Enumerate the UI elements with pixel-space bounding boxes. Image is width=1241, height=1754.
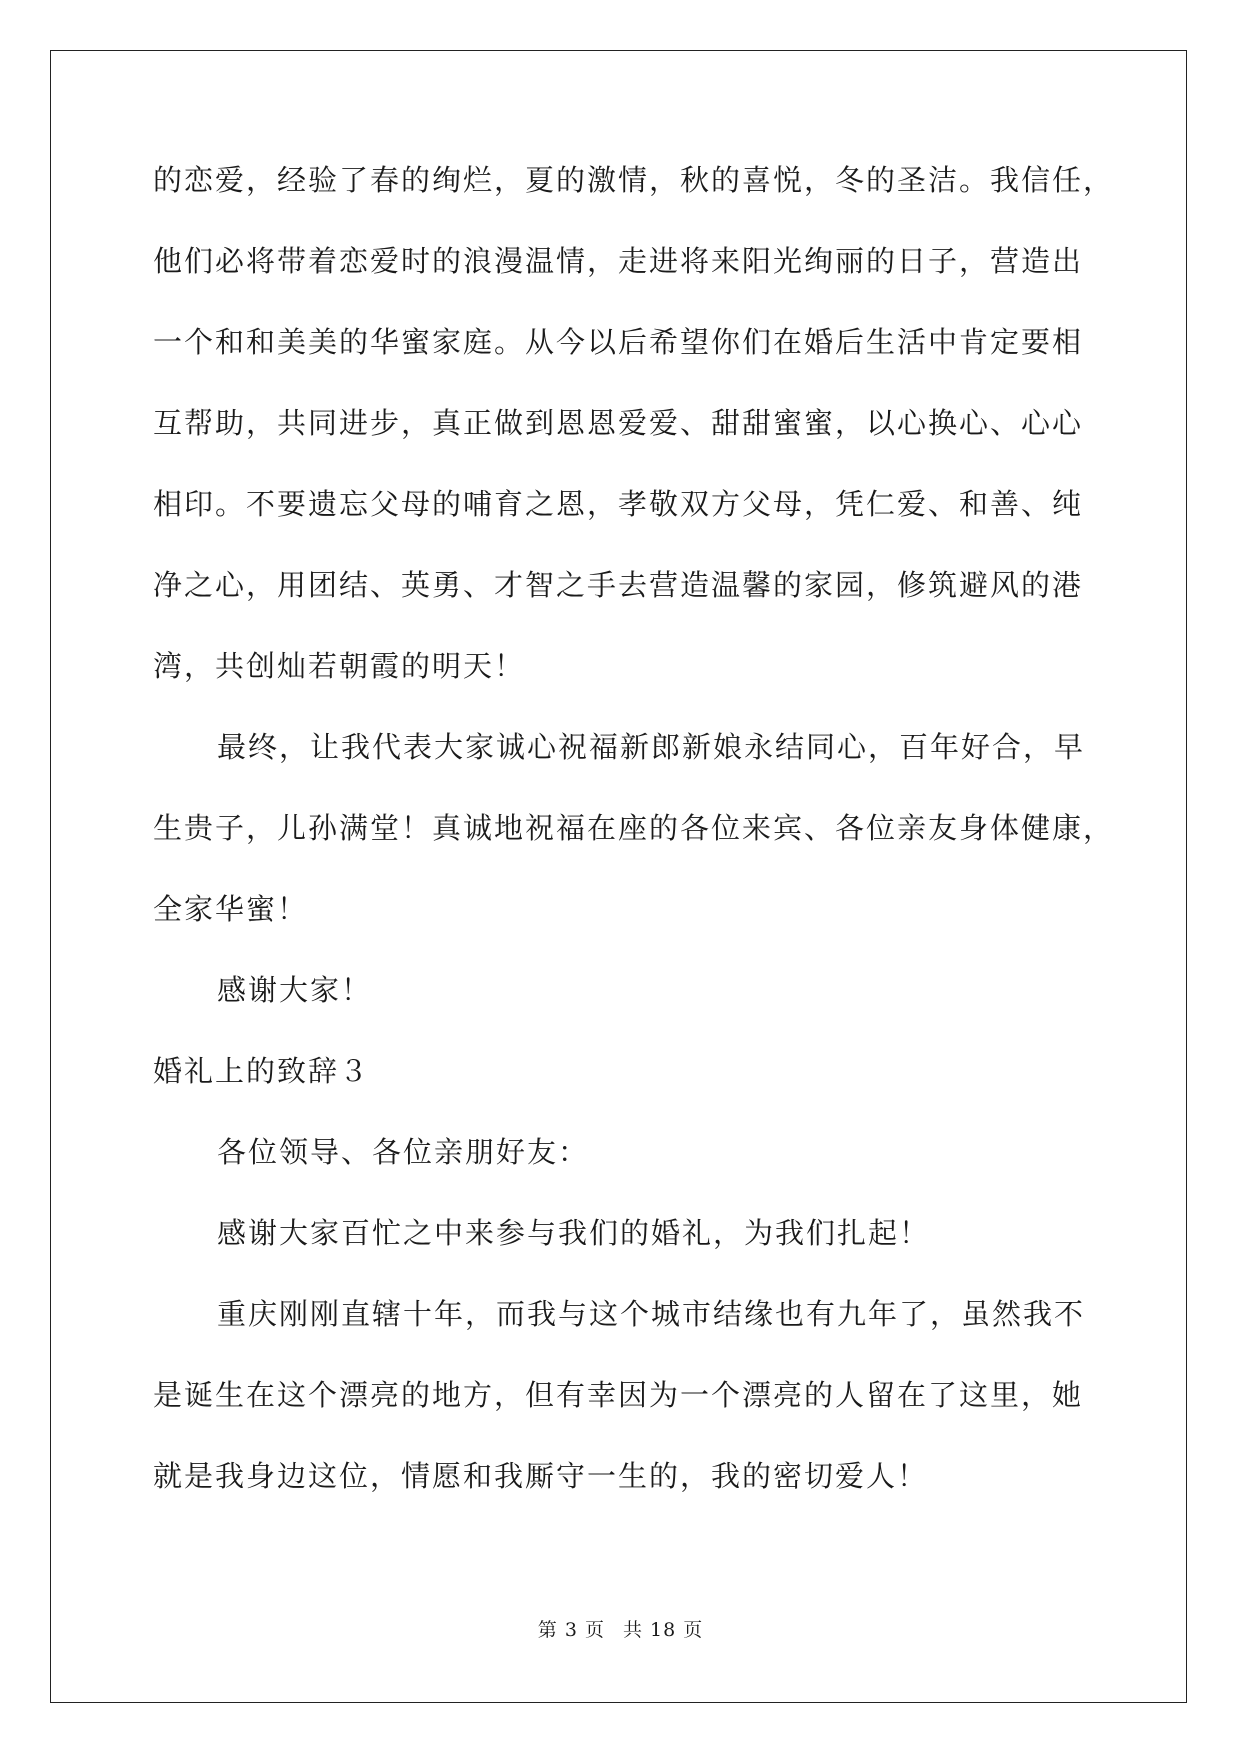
page-total: 共 18 页 [622,1619,704,1641]
body-line: 净之心，用团结、英勇、才智之手去营造温馨的家园，修筑避风的港 [153,568,1084,602]
paragraph-first-line: 感谢大家百忙之中来参与我们的婚礼，为我们扎起！ [217,1216,931,1250]
body-line: 一个和和美美的华蜜家庭。从今以后希望你们在婚后生活中肯定要相 [153,325,1084,359]
body-line: 生贵子，儿孙满堂！真诚地祝福在座的各位来宾、各位亲友身体健康， [153,811,1115,845]
page-footer [0,1618,1241,1642]
body-line: 的恋爱，经验了春的绚烂，夏的激情，秋的喜悦，冬的圣洁。我信任， [153,163,1115,197]
paragraph-first-line: 重庆刚刚直辖十年，而我与这个城市结缘也有九年了，虽然我不 [217,1297,1086,1331]
salutation: 各位领导、各位亲朋好友： [217,1135,590,1169]
body-line: 互帮助，共同进步，真正做到恩恩爱爱、甜甜蜜蜜，以心换心、心心 [153,406,1084,440]
paragraph-first-line: 最终，让我代表大家诚心祝福新郎新娘永结同心，百年好合，早 [217,730,1086,764]
document-body [153,160,1115,1537]
section-heading: 婚礼上的致辞３ [153,1054,371,1088]
page-number: 第 3 页 [537,1619,605,1641]
body-line: 他们必将带着恋爱时的浪漫温情，走进将来阳光绚丽的日子，营造出 [153,244,1084,278]
paragraph-first-line: 感谢大家！ [217,973,373,1007]
body-line: 湾，共创灿若朝霞的明天！ [153,649,526,683]
body-line: 就是我身边这位，情愿和我厮守一生的，我的密切爱人！ [153,1459,929,1493]
body-line: 全家华蜜！ [153,892,309,926]
body-line: 相印。不要遗忘父母的哺育之恩，孝敬双方父母，凭仁爱、和善、纯 [153,487,1084,521]
body-line: 是诞生在这个漂亮的地方，但有幸因为一个漂亮的人留在了这里，她 [153,1378,1084,1412]
